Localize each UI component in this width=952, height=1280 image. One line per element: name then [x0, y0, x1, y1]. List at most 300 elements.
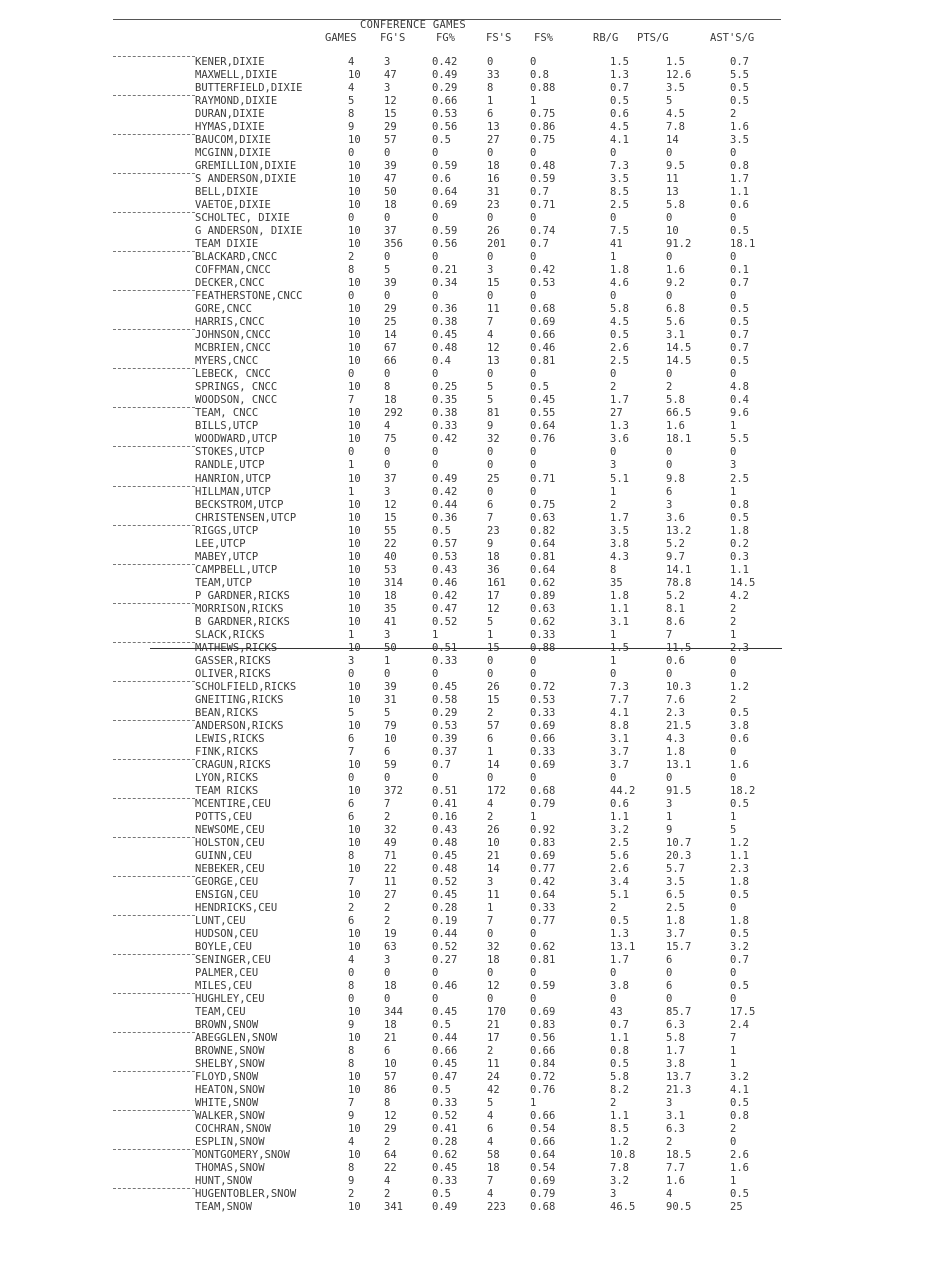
free-shot-pct-cell: 0.5 — [530, 381, 549, 394]
rebounds-per-game-cell: 3 — [610, 1188, 617, 1201]
free-shots-cell: 26 — [487, 680, 500, 693]
games-cell: 1 — [348, 485, 355, 498]
field-goal-pct-cell: 0.33 — [432, 1097, 458, 1110]
player-name-cell: MABEY,UTCP — [195, 550, 259, 563]
assists-per-game-cell: 1.8 — [730, 524, 749, 537]
assists-per-game-cell: 0.7 — [730, 329, 749, 342]
games-cell: 10 — [348, 316, 361, 329]
field-goals-cell: 71 — [384, 849, 397, 862]
table-row — [0, 915, 952, 928]
field-goal-pct-cell: 0.44 — [432, 498, 458, 511]
games-cell: 0 — [348, 147, 355, 160]
assists-per-game-cell: 2.6 — [730, 1149, 749, 1162]
free-shot-pct-cell: 0.76 — [530, 1084, 556, 1097]
player-name-cell: MATHEWS,RICKS — [195, 641, 278, 654]
field-goals-cell: 18 — [384, 1019, 397, 1032]
assists-per-game-cell: 0.7 — [730, 277, 749, 290]
free-shot-pct-cell: 0.56 — [530, 1032, 556, 1045]
player-name-cell: ENSIGN,CEU — [195, 889, 259, 901]
perforation-line — [113, 954, 195, 955]
assists-per-game-cell: 0.7 — [730, 342, 749, 355]
games-cell: 8 — [348, 264, 355, 277]
games-cell: 10 — [348, 1149, 361, 1162]
assists-per-game-cell: 5.5 — [730, 69, 749, 82]
field-goals-cell: 0 — [384, 368, 391, 381]
free-shots-cell: 36 — [487, 563, 500, 576]
player-name-cell: B GARDNER,RICKS — [195, 615, 290, 628]
player-name-cell: BROWNE,SNOW — [195, 1045, 265, 1058]
games-cell: 10 — [348, 160, 361, 173]
points-per-game-cell: 1.7 — [666, 1045, 685, 1058]
assists-per-game-cell: 4.2 — [730, 589, 749, 602]
free-shots-cell: 7 — [487, 511, 494, 524]
field-goals-cell: 356 — [384, 238, 403, 251]
table-row — [0, 720, 952, 733]
header-rbg: RB/G — [593, 32, 619, 44]
assists-per-game-cell: 1 — [730, 1058, 737, 1071]
rebounds-per-game-cell: 43 — [610, 1006, 623, 1019]
field-goal-pct-cell: 0.45 — [432, 329, 458, 342]
assists-per-game-cell: 0.8 — [730, 498, 749, 511]
field-goal-pct-cell: 0.39 — [432, 732, 458, 745]
field-goals-cell: 22 — [384, 862, 397, 875]
field-goal-pct-cell: 0 — [432, 993, 439, 1006]
free-shot-pct-cell: 0.53 — [530, 693, 556, 706]
rebounds-per-game-cell: 0.5 — [610, 915, 629, 928]
strike-through-line — [150, 648, 782, 649]
field-goal-pct-cell: 0.35 — [432, 394, 458, 407]
player-name-cell: DECKER,CNCC — [195, 277, 265, 290]
games-cell: 10 — [348, 537, 361, 550]
player-name-cell: TEAM,SNOW — [195, 1201, 252, 1214]
rebounds-per-game-cell: 7.7 — [610, 693, 629, 706]
player-name-cell: NEBEKER,CEU — [195, 862, 265, 875]
games-cell: 6 — [348, 797, 355, 810]
table-row — [0, 1071, 952, 1084]
field-goals-cell: 59 — [384, 758, 397, 771]
points-per-game-cell: 3 — [666, 498, 673, 511]
free-shot-pct-cell: 0.8 — [530, 69, 549, 82]
table-row — [0, 694, 952, 707]
free-shot-pct-cell: 0.48 — [530, 160, 556, 173]
player-name-cell: BAUCOM,DIXIE — [195, 134, 271, 147]
games-cell: 10 — [348, 277, 361, 290]
table-row — [0, 82, 952, 95]
free-shot-pct-cell: 0.59 — [530, 980, 556, 993]
perforation-line — [113, 837, 195, 838]
rebounds-per-game-cell: 0 — [610, 368, 617, 381]
player-name-cell: CRAGUN,RICKS — [195, 758, 271, 771]
games-cell: 10 — [348, 199, 361, 212]
header-fsp: FS% — [534, 32, 553, 44]
free-shots-cell: 18 — [487, 160, 500, 173]
games-cell: 10 — [348, 472, 361, 485]
games-cell: 2 — [348, 1188, 355, 1201]
free-shot-pct-cell: 0 — [530, 446, 537, 459]
games-cell: 10 — [348, 563, 361, 576]
rebounds-per-game-cell: 1.1 — [610, 1110, 629, 1123]
field-goal-pct-cell: 0.47 — [432, 602, 458, 615]
field-goal-pct-cell: 0.5 — [432, 524, 451, 537]
free-shot-pct-cell: 0.72 — [530, 1071, 556, 1084]
free-shots-cell: 13 — [487, 355, 500, 368]
rebounds-per-game-cell: 3.8 — [610, 537, 629, 550]
assists-per-game-cell: 0 — [730, 771, 737, 784]
rebounds-per-game-cell: 5.8 — [610, 1071, 629, 1084]
assists-per-game-cell: 3.2 — [730, 1071, 749, 1084]
assists-per-game-cell: 1.2 — [730, 836, 749, 849]
rebounds-per-game-cell: 2.5 — [610, 355, 629, 368]
field-goal-pct-cell: 0.42 — [432, 589, 458, 602]
field-goals-cell: 3 — [384, 82, 391, 95]
free-shot-pct-cell: 0.81 — [530, 954, 556, 967]
field-goal-pct-cell: 0.53 — [432, 719, 458, 732]
assists-per-game-cell: 0.4 — [730, 394, 749, 407]
games-cell: 10 — [348, 823, 361, 836]
free-shots-cell: 12 — [487, 980, 500, 993]
free-shot-pct-cell: 0.66 — [530, 732, 556, 745]
table-row — [0, 459, 952, 472]
field-goal-pct-cell: 0.5 — [432, 134, 451, 147]
field-goal-pct-cell: 0.47 — [432, 1071, 458, 1084]
team-total-row — [0, 1201, 952, 1214]
table-row — [0, 173, 952, 186]
assists-per-game-cell: 1 — [730, 810, 737, 823]
rebounds-per-game-cell: 35 — [610, 576, 623, 589]
field-goal-pct-cell: 0.52 — [432, 615, 458, 628]
table-row — [0, 642, 952, 655]
points-per-game-cell: 6 — [666, 485, 673, 498]
assists-per-game-cell: 1.7 — [730, 173, 749, 186]
free-shot-pct-cell: 0 — [530, 928, 537, 941]
field-goals-cell: 18 — [384, 394, 397, 407]
table-row — [0, 1110, 952, 1123]
free-shots-cell: 11 — [487, 889, 500, 901]
free-shots-cell: 5 — [487, 381, 494, 394]
assists-per-game-cell: 0 — [730, 667, 737, 680]
field-goals-cell: 79 — [384, 719, 397, 732]
free-shots-cell: 2 — [487, 706, 494, 719]
field-goals-cell: 12 — [384, 1110, 397, 1123]
assists-per-game-cell: 0.8 — [730, 160, 749, 173]
free-shot-pct-cell: 0 — [530, 667, 537, 680]
free-shot-pct-cell: 0 — [530, 967, 537, 980]
perforation-line — [113, 681, 195, 682]
assists-per-game-cell: 0.2 — [730, 537, 749, 550]
free-shots-cell: 0 — [487, 654, 494, 667]
assists-per-game-cell: 0.6 — [730, 732, 749, 745]
games-cell: 8 — [348, 1058, 355, 1071]
player-name-cell: SCHOLTEC, DIXIE — [195, 212, 290, 225]
games-cell: 3 — [348, 654, 355, 667]
points-per-game-cell: 3.6 — [666, 511, 685, 524]
free-shot-pct-cell: 0.72 — [530, 680, 556, 693]
field-goals-cell: 0 — [384, 290, 391, 303]
assists-per-game-cell: 0.5 — [730, 889, 749, 901]
free-shot-pct-cell: 0.77 — [530, 915, 556, 928]
field-goals-cell: 50 — [384, 186, 397, 199]
points-per-game-cell: 9.7 — [666, 550, 685, 563]
field-goals-cell: 57 — [384, 1071, 397, 1084]
free-shot-pct-cell: 0.75 — [530, 134, 556, 147]
rebounds-per-game-cell: 4.6 — [610, 277, 629, 290]
free-shots-cell: 11 — [487, 303, 500, 316]
assists-per-game-cell: 1.1 — [730, 849, 749, 862]
free-shot-pct-cell: 0.62 — [530, 576, 556, 589]
games-cell: 8 — [348, 849, 355, 862]
player-name-cell: SLACK,RICKS — [195, 628, 265, 641]
table-row — [0, 746, 952, 759]
player-name-cell: LEE,UTCP — [195, 537, 246, 550]
games-cell: 8 — [348, 1162, 355, 1175]
table-row — [0, 876, 952, 889]
points-per-game-cell: 5.6 — [666, 316, 685, 329]
field-goal-pct-cell: 0.16 — [432, 810, 458, 823]
player-name-cell: BEAN,RICKS — [195, 706, 259, 719]
free-shots-cell: 0 — [487, 147, 494, 160]
points-per-game-cell: 0 — [666, 290, 673, 303]
free-shot-pct-cell: 0.68 — [530, 784, 556, 797]
games-cell: 10 — [348, 719, 361, 732]
assists-per-game-cell: 0 — [730, 1136, 737, 1149]
table-row — [0, 512, 952, 525]
field-goals-cell: 2 — [384, 810, 391, 823]
games-cell: 10 — [348, 758, 361, 771]
field-goals-cell: 37 — [384, 225, 397, 238]
field-goal-pct-cell: 0.43 — [432, 823, 458, 836]
table-row — [0, 668, 952, 681]
points-per-game-cell: 9.8 — [666, 472, 685, 485]
perforation-line — [113, 603, 195, 604]
player-name-cell: NEWSOME,CEU — [195, 823, 265, 836]
games-cell: 10 — [348, 524, 361, 537]
field-goals-cell: 0 — [384, 459, 391, 472]
rebounds-per-game-cell: 1.7 — [610, 954, 629, 967]
field-goal-pct-cell: 0.69 — [432, 199, 458, 212]
points-per-game-cell: 2 — [666, 381, 673, 394]
assists-per-game-cell: 1.8 — [730, 915, 749, 928]
points-per-game-cell: 0 — [666, 993, 673, 1006]
field-goals-cell: 344 — [384, 1006, 403, 1019]
free-shots-cell: 223 — [487, 1201, 506, 1214]
free-shots-cell: 1 — [487, 745, 494, 758]
player-name-cell: HUGENTOBLER,SNOW — [195, 1188, 297, 1201]
field-goal-pct-cell: 0.46 — [432, 576, 458, 589]
free-shot-pct-cell: 0.45 — [530, 394, 556, 407]
free-shot-pct-cell: 0.83 — [530, 1019, 556, 1032]
field-goals-cell: 25 — [384, 316, 397, 329]
field-goals-cell: 8 — [384, 1097, 391, 1110]
free-shots-cell: 0 — [487, 667, 494, 680]
table-row — [0, 850, 952, 863]
rebounds-per-game-cell: 0 — [610, 290, 617, 303]
free-shot-pct-cell: 0.66 — [530, 329, 556, 342]
points-per-game-cell: 66.5 — [666, 407, 692, 420]
perforation-line — [113, 720, 195, 721]
player-name-cell: MILES,CEU — [195, 980, 252, 993]
free-shots-cell: 0 — [487, 251, 494, 264]
field-goal-pct-cell: 0.27 — [432, 954, 458, 967]
assists-per-game-cell: 0 — [730, 654, 737, 667]
player-name-cell: POTTS,CEU — [195, 810, 252, 823]
rebounds-per-game-cell: 0.5 — [610, 95, 629, 108]
player-name-cell: LEBECK, CNCC — [195, 368, 271, 381]
field-goal-pct-cell: 0.37 — [432, 745, 458, 758]
free-shots-cell: 0 — [487, 993, 494, 1006]
rebounds-per-game-cell: 10.8 — [610, 1149, 636, 1162]
player-name-cell: HANRION,UTCP — [195, 472, 271, 485]
free-shots-cell: 81 — [487, 407, 500, 420]
games-cell: 0 — [348, 993, 355, 1006]
field-goal-pct-cell: 0.33 — [432, 654, 458, 667]
points-per-game-cell: 15.7 — [666, 941, 692, 954]
assists-per-game-cell: 18.2 — [730, 784, 756, 797]
games-cell: 7 — [348, 875, 355, 888]
points-per-game-cell: 5.2 — [666, 537, 685, 550]
free-shots-cell: 170 — [487, 1006, 506, 1019]
games-cell: 5 — [348, 95, 355, 108]
games-cell: 10 — [348, 836, 361, 849]
assists-per-game-cell: 3.2 — [730, 941, 749, 954]
field-goal-pct-cell: 0.48 — [432, 862, 458, 875]
rebounds-per-game-cell: 5.1 — [610, 889, 629, 901]
free-shots-cell: 9 — [487, 420, 494, 433]
free-shot-pct-cell: 0 — [530, 368, 537, 381]
games-cell: 2 — [348, 251, 355, 264]
games-cell: 5 — [348, 706, 355, 719]
games-cell: 10 — [348, 784, 361, 797]
free-shots-cell: 17 — [487, 1032, 500, 1045]
rebounds-per-game-cell: 1.7 — [610, 511, 629, 524]
assists-per-game-cell: 5 — [730, 823, 737, 836]
points-per-game-cell: 10.3 — [666, 680, 692, 693]
points-per-game-cell: 13.2 — [666, 524, 692, 537]
perforation-line — [113, 1071, 195, 1072]
player-name-cell: BECKSTROM,UTCP — [195, 498, 284, 511]
assists-per-game-cell: 1.6 — [730, 1162, 749, 1175]
free-shots-cell: 3 — [487, 875, 494, 888]
header-games: GAMES — [325, 32, 357, 44]
assists-per-game-cell: 1 — [730, 1175, 737, 1188]
field-goal-pct-cell: 0.64 — [432, 186, 458, 199]
free-shot-pct-cell: 0 — [530, 290, 537, 303]
field-goals-cell: 5 — [384, 706, 391, 719]
table-row — [0, 1019, 952, 1032]
assists-per-game-cell: 2.4 — [730, 1019, 749, 1032]
field-goals-cell: 0 — [384, 771, 391, 784]
rebounds-per-game-cell: 5.8 — [610, 303, 629, 316]
assists-per-game-cell: 18.1 — [730, 238, 756, 251]
field-goals-cell: 21 — [384, 1032, 397, 1045]
field-goal-pct-cell: 0.7 — [432, 758, 451, 771]
free-shot-pct-cell: 0.54 — [530, 1162, 556, 1175]
free-shot-pct-cell: 0.83 — [530, 836, 556, 849]
points-per-game-cell: 1.6 — [666, 264, 685, 277]
points-per-game-cell: 3.5 — [666, 82, 685, 95]
stats-table — [0, 56, 952, 1214]
field-goals-cell: 29 — [384, 121, 397, 134]
field-goals-cell: 10 — [384, 1058, 397, 1071]
free-shot-pct-cell: 0.86 — [530, 121, 556, 134]
points-per-game-cell: 13.7 — [666, 1071, 692, 1084]
field-goals-cell: 29 — [384, 1123, 397, 1136]
free-shot-pct-cell: 0.79 — [530, 1188, 556, 1201]
field-goal-pct-cell: 0 — [432, 251, 439, 264]
assists-per-game-cell: 0.5 — [730, 511, 749, 524]
free-shots-cell: 15 — [487, 641, 500, 654]
rebounds-per-game-cell: 2.5 — [610, 199, 629, 212]
assists-per-game-cell: 0 — [730, 147, 737, 160]
games-cell: 9 — [348, 1175, 355, 1188]
assists-per-game-cell: 1 — [730, 628, 737, 641]
table-row — [0, 290, 952, 303]
assists-per-game-cell: 7 — [730, 1032, 737, 1045]
rebounds-per-game-cell: 4.5 — [610, 316, 629, 329]
assists-per-game-cell: 0.8 — [730, 1110, 749, 1123]
free-shot-pct-cell: 0.75 — [530, 108, 556, 121]
rebounds-per-game-cell: 2.6 — [610, 342, 629, 355]
field-goal-pct-cell: 0.52 — [432, 1110, 458, 1123]
assists-per-game-cell: 1 — [730, 485, 737, 498]
rebounds-per-game-cell: 1 — [610, 628, 617, 641]
player-name-cell: GEORGE,CEU — [195, 875, 259, 888]
table-row — [0, 420, 952, 433]
player-name-cell: THOMAS,SNOW — [195, 1162, 265, 1175]
table-row — [0, 993, 952, 1006]
points-per-game-cell: 14.5 — [666, 355, 692, 368]
perforation-line — [113, 1149, 195, 1150]
rebounds-per-game-cell: 0.5 — [610, 329, 629, 342]
field-goal-pct-cell: 0 — [432, 212, 439, 225]
points-per-game-cell: 7.8 — [666, 121, 685, 134]
field-goals-cell: 1 — [384, 654, 391, 667]
assists-per-game-cell: 1.1 — [730, 563, 749, 576]
field-goal-pct-cell: 0 — [432, 967, 439, 980]
points-per-game-cell: 2.3 — [666, 706, 685, 719]
player-name-cell: MCENTIRE,CEU — [195, 797, 271, 810]
player-name-cell: SPRINGS, CNCC — [195, 381, 278, 394]
table-row — [0, 394, 952, 407]
rebounds-per-game-cell: 7.5 — [610, 225, 629, 238]
games-cell: 0 — [348, 967, 355, 980]
games-cell: 8 — [348, 980, 355, 993]
field-goals-cell: 39 — [384, 277, 397, 290]
free-shot-pct-cell: 1 — [530, 95, 537, 108]
free-shots-cell: 18 — [487, 1162, 500, 1175]
free-shot-pct-cell: 0 — [530, 459, 537, 472]
rebounds-per-game-cell: 1 — [610, 654, 617, 667]
team-total-row — [0, 1006, 952, 1019]
free-shots-cell: 23 — [487, 199, 500, 212]
rebounds-per-game-cell: 3.7 — [610, 758, 629, 771]
field-goals-cell: 27 — [384, 889, 397, 901]
games-cell: 10 — [348, 69, 361, 82]
games-cell: 10 — [348, 173, 361, 186]
rebounds-per-game-cell: 3.1 — [610, 732, 629, 745]
field-goal-pct-cell: 0.42 — [432, 485, 458, 498]
games-cell: 10 — [348, 602, 361, 615]
games-cell: 10 — [348, 680, 361, 693]
player-name-cell: SHELBY,SNOW — [195, 1058, 265, 1071]
free-shot-pct-cell: 0.81 — [530, 355, 556, 368]
points-per-game-cell: 9.5 — [666, 160, 685, 173]
player-name-cell: TEAM RICKS — [195, 784, 259, 797]
points-per-game-cell: 0.6 — [666, 654, 685, 667]
field-goal-pct-cell: 0.33 — [432, 420, 458, 433]
assists-per-game-cell: 2 — [730, 108, 737, 121]
games-cell: 6 — [348, 810, 355, 823]
free-shots-cell: 201 — [487, 238, 506, 251]
